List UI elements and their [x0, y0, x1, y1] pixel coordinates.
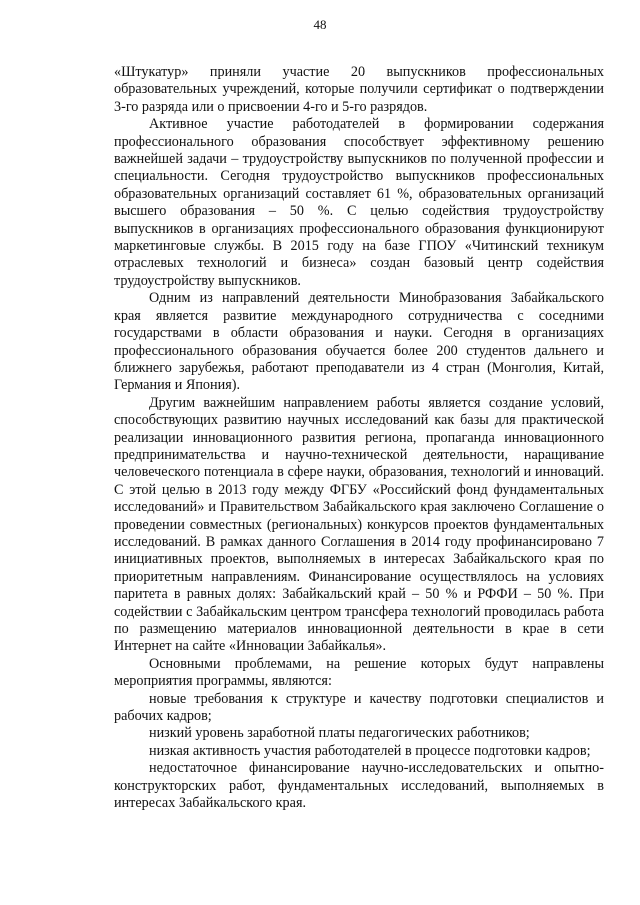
paragraph-graduates-certificates: «Штукатур» приняли участие 20 выпускников профессиональных образовательных учреждений, которые получили сертификат о подтверждении 3-го разряда или о присвоении 4-го и 5-го разрядов.: [114, 64, 604, 115]
list-item-problem-research-funding: недостаточное финансирование научно-исследовательских и опытно-конструкторских работ, фундаментальных исследований, выполняемых в интересах Забайкальского края.: [114, 760, 604, 812]
body-text: [114, 64, 604, 812]
page-number: 48: [313, 17, 327, 32]
paragraph-research-innovation: Другим важнейшим направлением работы является создание условий, способствующих развитию научных исследований как базы для практической реализации инновационного развития региона, пропаганда инновационного предпринимательства и научно-технической деятельности, наращивание человеческого потенциала в сфере науки, образования, технологий и инноваций. С этой целью в 2013 году между ФГБУ «Российский фонд фундаментальных исследований» и Правительством Забайкальского края заключено Соглашение о проведении совместных (региональных) конкурсов проектов фундаментальных исследований. В рамках данного Соглашения в 2014 году профинансировано 7 инициативных проектов, выполняемых в интересах Забайкальского края по приоритетным направлениям. Финансирование осуществлялось на условиях паритета в равных долях: Забайкальский край – 50 % и РФФИ – 50 %. При содействии с Забайкальским центром трансфера технологий проводилась работа по размещению материалов инновационной деятельности в крае в сети Интернет на сайте «Инновации Забайкалья».: [114, 394, 604, 655]
list-item-problem-employer-activity: низкая активность участия работодателей в процессе подготовки кадров;: [149, 742, 591, 759]
paragraph-main-problems-intro: Основными проблемами, на решение которых будут направлены мероприятия программы, являются:: [114, 655, 604, 690]
paragraph-employer-participation: Активное участие работодателей в формировании содержания профессионального образования способствует эффективному решению важнейшей задачи – трудоустройству выпускников по полученной профессии и специальности. Сегодня трудоустройство выпускников профессиональных образовательных организаций составляет 61 %, образовательных организаций высшего образования – 50 %. С целью содействия трудоустройству выпускников в организациях профессионального образования функционируют маркетинговые службы. В 2015 году на базе ГПОУ «Читинский техникум отраслевых технологий и бизнеса» создан базовый центр содействия трудоустройству выпускников.: [114, 116, 604, 289]
list-item-problem-requirements: новые требования к структуре и качеству подготовки специалистов и рабочих кадров;: [114, 690, 604, 725]
list-item-problem-salary: низкий уровень заработной платы педагогических работников;: [149, 725, 530, 742]
paragraph-international-cooperation: Одним из направлений деятельности Минобразования Забайкальского края является развитие международного сотрудничества с соседними государствами в области образования и науки. Сегодня в организациях профессионального образования обучается более 200 студентов дальнего и ближнего зарубежья, работают преподаватели из 4 стран (Монголия, Китай, Германия и Япония).: [114, 290, 604, 394]
